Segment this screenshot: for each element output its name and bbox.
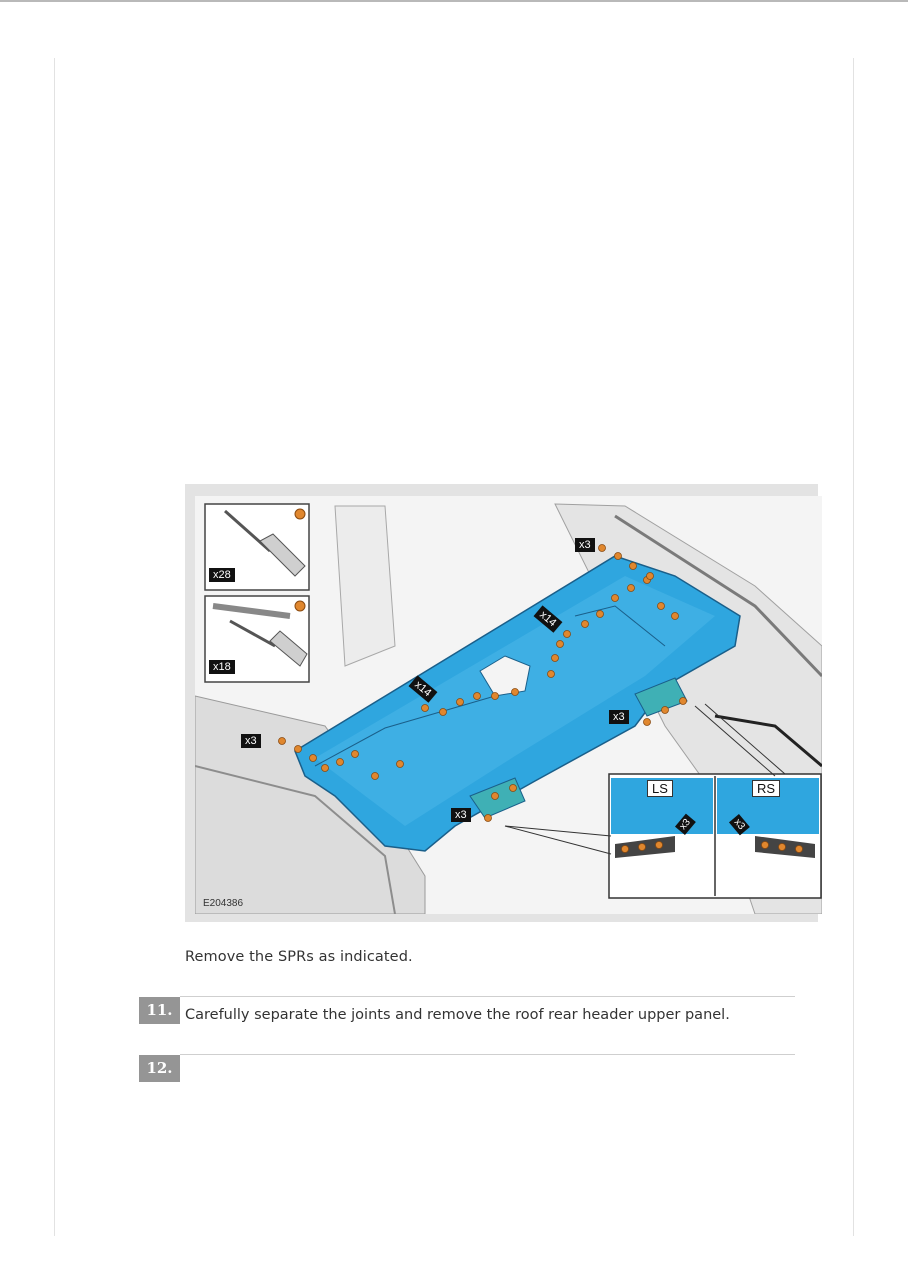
left-margin-rule bbox=[54, 58, 55, 1236]
step-11-divider bbox=[180, 996, 795, 997]
step-12-divider bbox=[180, 1054, 795, 1055]
callout-badges bbox=[195, 496, 822, 914]
tool-count-drill-28: x28 bbox=[209, 568, 235, 582]
callout-bottom-pad: x3 bbox=[451, 808, 471, 822]
callout-center-left: x14 bbox=[409, 675, 438, 702]
figure-caption: Remove the SPRs as indicated. bbox=[185, 949, 413, 965]
callout-left: x3 bbox=[241, 734, 261, 748]
top-rule bbox=[0, 0, 908, 2]
callout-top-right: x3 bbox=[575, 538, 595, 552]
inset-count-ls: x3 bbox=[675, 814, 696, 835]
inset-count-rs: x3 bbox=[729, 814, 750, 835]
tool-count-drill-18: x18 bbox=[209, 660, 235, 674]
callout-center-right: x14 bbox=[534, 605, 563, 632]
step-11-number: 11. bbox=[139, 997, 180, 1024]
callout-right-pad: x3 bbox=[609, 710, 629, 724]
procedure-illustration bbox=[195, 496, 822, 914]
inset-label-ls: LS bbox=[647, 780, 673, 797]
inset-label-rs: RS bbox=[752, 780, 780, 797]
step-11-text: Carefully separate the joints and remove the roof rear header upper panel. bbox=[185, 1007, 730, 1023]
step-12-number: 12. bbox=[139, 1055, 180, 1082]
figure-reference-code: E204386 bbox=[203, 898, 244, 909]
right-margin-rule bbox=[853, 58, 854, 1236]
